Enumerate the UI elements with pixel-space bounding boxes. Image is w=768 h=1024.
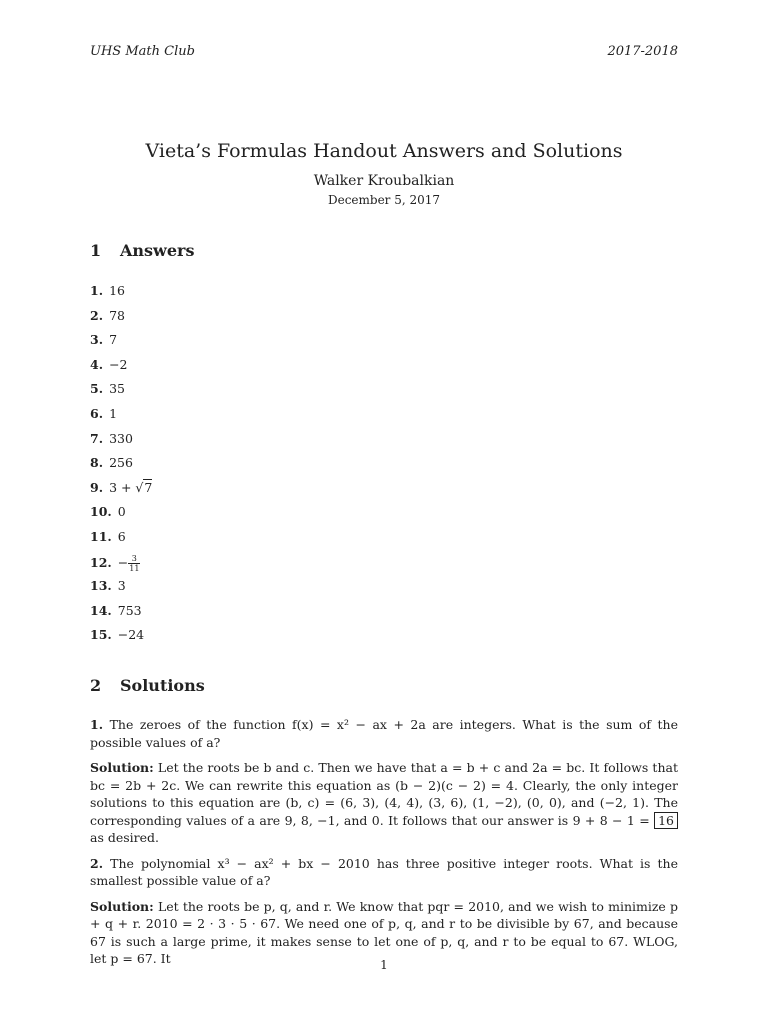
radicand: 7 [144,479,153,495]
solution-text-end: as desired. [90,830,160,845]
answer-value: 6 [117,528,126,544]
answer-value: 3 + √ [109,479,144,495]
problem-1 [90,716,678,751]
answer-number: 11. [90,528,112,544]
answer-item [90,480,152,505]
page-number: 1 [380,958,388,972]
answer-value: 7 [109,332,118,348]
answer-number: 10. [90,504,112,520]
answer-value: 256 [109,455,133,471]
solutions-body [90,716,678,976]
solution-2 [90,898,678,968]
answer-value: 1 [109,405,118,421]
answer-value: 16 [109,283,125,298]
answer-item [90,308,152,333]
fraction-numerator: 3 [128,554,140,564]
solution-text: Let the roots be b and c. Then we have that a = b + c and 2a = bc. It follows that bc = 2b + 2c. We can rewrite this equation as (b − 2)(c − 2) = 4. Clearly, the only integer solutions to this equation are (b, c) = (6, 3), (4, 4), (3, 6), (1, −2), (0, 0), and (−2, 1). The corresponding values of a are 9, 8, −1, and 0. It follows that our answer is 9 + 8 − 1 = [90,760,678,828]
header-left: UHS Math Club [90,44,195,59]
problem-text: The zeroes of the function f(x) = x² − ax + 2a are integers. What is the sum of the possible values of a? [90,717,678,750]
answer-item [90,283,152,308]
problem-2 [90,855,678,890]
answer-number: 2. [90,307,104,323]
answer-item [90,529,152,554]
answer-fraction [128,554,140,573]
answer-value: 330 [109,430,133,446]
answer-item [90,357,152,382]
answer-number: 6. [90,405,104,421]
answer-number: 1. [90,283,104,298]
answer-number: 8. [90,455,104,471]
answer-item [90,381,152,406]
answer-value: 753 [117,602,142,618]
answer-number: 13. [90,578,112,594]
section-title: Solutions [120,676,205,695]
problem-text: The polynomial x³ − ax² + bx − 2010 has three positive integer roots. What is the smallest possible value of a? [90,855,678,888]
section-title: Answers [120,241,195,260]
answer-item [90,603,152,628]
document-author: Walker Kroubalkian [313,173,455,189]
problem-number: 1. [90,717,104,732]
answer-sign: − [117,554,129,570]
answer-number: 12. [90,554,112,570]
answer-value: 0 [117,504,126,520]
boxed-answer: 16 [654,812,678,829]
answer-item [90,332,152,357]
solution-1 [90,759,678,847]
answer-number: 15. [90,627,112,643]
answers-list [90,283,152,652]
section-heading-answers [90,241,194,260]
section-number: 2 [90,676,102,695]
solution-label: Solution: [90,760,154,775]
answer-item [90,578,152,603]
header-right: 2017-2018 [607,44,678,59]
answer-number: 14. [90,602,112,618]
problem-number: 2. [90,855,104,871]
answer-item [90,455,152,480]
answer-value: −2 [109,356,128,372]
document-date: December 5, 2017 [327,193,441,207]
solution-label: Solution: [90,898,154,914]
answer-number: 3. [90,332,104,348]
answer-item [90,504,152,529]
answer-value: −24 [117,627,145,643]
answer-number: 4. [90,356,104,372]
solution-text: Let the roots be p, q, and r. We know that pqr = 2010, and we wish to minimize p + q + r. 2010 = 2 · 3 · 5 · 67. We need one of p, q, and r to be divisible by 67, and because 67 is such a large prime, it makes sense to let one of p, q, and r to be equal to 67. WLOG, let p = 67. It [90,898,678,966]
document-title: Vieta’s Formulas Handout Answers and Solutions [145,140,623,162]
answer-item [90,627,152,652]
section-number: 1 [90,241,102,260]
answer-value: 78 [109,307,125,323]
answer-item [90,554,152,579]
fraction-denominator: 11 [129,563,140,573]
answer-number: 7. [90,430,104,446]
answer-value: 3 [117,578,126,594]
answer-item [90,406,152,431]
answer-number: 9. [90,479,104,495]
answer-number: 5. [90,381,104,397]
section-heading-solutions [90,676,205,695]
answer-value: 35 [109,381,125,397]
answer-item [90,431,152,456]
